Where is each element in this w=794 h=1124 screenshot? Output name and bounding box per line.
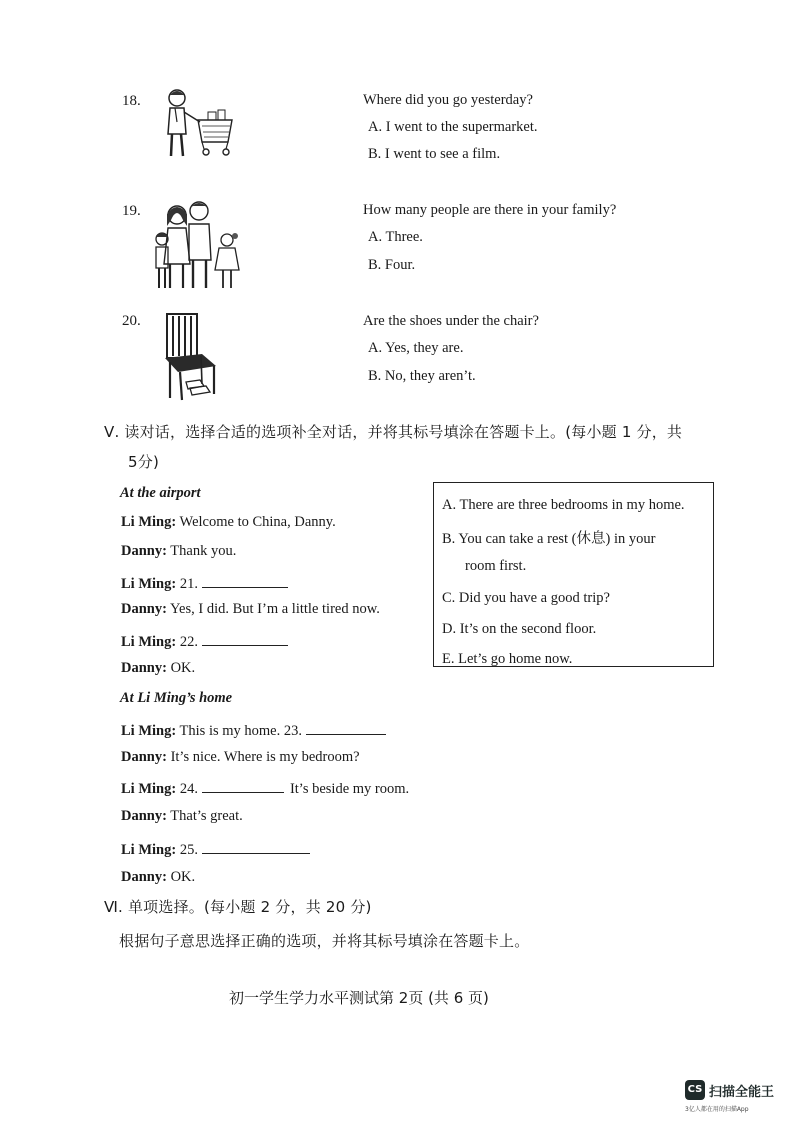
option-a: A. Three. [368,229,423,245]
option-a: A. Yes, they are. [368,340,464,356]
section-title: Ⅵ. 单项选择。(每小题 2 分，共 20 分) [104,898,372,916]
dialogue-line: Li Ming: This is my home. 23. [121,720,386,740]
answer-blank [306,720,386,735]
section-instruction: 根据句子意思选择正确的选项，并将其标号填涂在答题卡上。 [119,932,530,950]
dialogue-line: Li Ming: Welcome to China, Danny. [121,514,336,530]
family-icon [153,198,243,292]
box-option-a: A. There are three bedrooms in my home. [442,497,685,513]
option-b: B. No, they aren’t. [368,368,476,384]
section-title: Ⅴ. 读对话，选择合适的选项补全对话，并将其标号填涂在答题卡上。(每小题 1 分，共 [104,423,683,441]
question-text: Are the shoes under the chair? [363,313,539,329]
answer-blank [202,839,310,854]
scanner-logo [685,1080,790,1116]
page-footer: 初一学生学力水平测试第 2页 (共 6 页) [229,989,489,1007]
option-b: B. Four. [368,257,416,273]
shopping-cart-man-icon [158,86,238,162]
question-text: Where did you go yesterday? [363,92,533,108]
option-b: B. I went to see a film. [368,146,501,162]
option-a: A. I went to the supermarket. [368,119,538,135]
dialogue-line: Danny: Thank you. [121,543,237,559]
scene-heading: At the airport [120,485,201,501]
scanner-slogan: 3亿人都在用的扫描App [685,1106,749,1113]
dialogue-line: Danny: That’s great. [121,808,243,824]
dialogue-line: Li Ming: 24. It’s beside my room. [121,778,409,798]
question-number: 18. [122,93,141,109]
box-option-b: B. You can take a rest (休息) in your [442,531,656,547]
dialogue-line: Danny: Yes, I did. But I’m a little tired now. [121,601,380,617]
answer-blank [202,573,288,588]
dialogue-line: Li Ming: 22. [121,631,288,651]
cs-logo-icon: CS [685,1080,705,1100]
dialogue-line: Danny: OK. [121,869,196,885]
answer-blank [202,778,284,793]
dialogue-line: Li Ming: 21. [121,573,288,593]
options-box [433,482,714,667]
box-option-c: C. Did you have a good trip? [442,590,610,606]
question-number: 19. [122,203,141,219]
scanner-app-name: 扫描全能王 [709,1085,775,1100]
question-number: 20. [122,313,141,329]
scene-heading: At Li Ming’s home [120,690,233,706]
box-option-e: E. Let’s go home now. [442,651,573,667]
answer-blank [202,631,288,646]
dialogue-line: Danny: It’s nice. Where is my bedroom? [121,749,360,765]
box-option-d: D. It’s on the second floor. [442,621,597,637]
dialogue-line: Li Ming: 25. [121,839,310,859]
box-option-b-cont: room first. [465,558,527,574]
dialogue-line: Danny: OK. [121,660,196,676]
section-title-cont: 5分) [128,453,159,471]
chair-shoes-icon [160,310,222,402]
question-text: How many people are there in your family? [363,202,617,218]
